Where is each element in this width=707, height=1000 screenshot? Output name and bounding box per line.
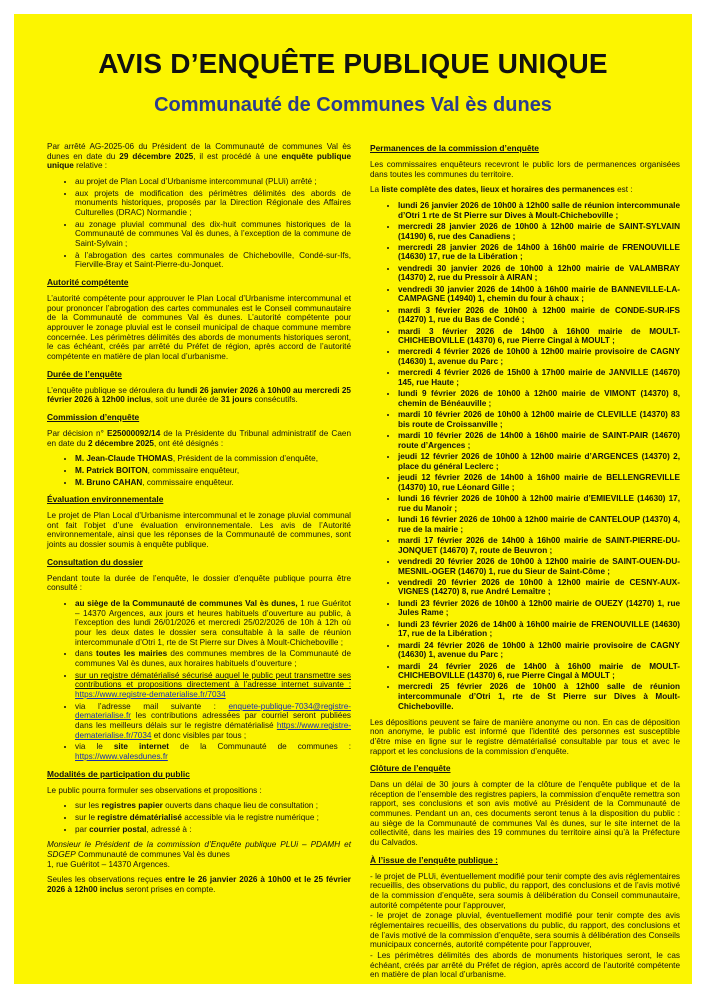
list-item: • à l’abrogation des cartes communales de Chicheboville, Condé-sur-Ifs, Fierville-Bray et Saint-Pierre-du-Jonquet. xyxy=(75,251,351,270)
list-item: • sur un registre dématérialisé sécurisé auquel le public peut transmettre ses contributions et propositions directement à l’adresse internet suivante : https://www.registre-dematerialise.fr/7034 xyxy=(75,671,351,700)
permanence-item: • lundi 16 février 2026 de 10h00 à 12h00 mairie d’EMIEVILLE (14630) 17, rue du Manoir ; xyxy=(398,494,680,513)
list-item: • M. Jean-Claude THOMAS, Président de la commission d’enquête, xyxy=(75,454,351,464)
permanence-item: • mardi 24 février 2026 de 14h00 à 16h00 mairie de MOULT-CHICHEBOVILLE (14370) 6, rue Pierre Cingal à MOULT ; xyxy=(398,662,680,681)
issue-plui: - le projet de PLUi, éventuellement modifié pour tenir compte des avis réglementaires recueillis, des observations du public, du rapport, des conclusions et de l’avis motivé de la commission d’enquête, sera soumis à délibération du Conseil communautaire, autorité compétente pour l’approuver, xyxy=(370,871,680,910)
permanence-item: • mercredi 25 février 2026 de 10h00 à 12h00 salle de réunion intercommunale d’Otri 1, rte de St Pierre sur Dives à Moult-Chicheboville. xyxy=(398,682,680,711)
email-link[interactable]: enquete-publique-7034@registre-dematerialise.fr xyxy=(75,701,351,721)
commissioners-list xyxy=(47,454,351,487)
postal-address: Monsieur le Président de la commission d’Enquête publique PLUi – PDAMH et SDGEP Communauté de communes Val ès dunes 1, rue Guéritot – 14370 Argences. xyxy=(47,840,351,869)
autorite-paragraph: L’autorité compétente pour approuver le Plan Local d’Urbanisme intercommunal et pour prononcer l’abrogation des cartes communales est le Conseil communautaire de la Communauté de communes Val ès dunes. L’autorité compétente pour approuver le zonage pluvial est le conseil municipal de chaque commune membre concernée. Les périmètres délimités des abords de monuments historiques seront, le cas échéant, créés par arrêté du Préfet de région, après accord de l’autorité compétente en matière de plan local d’urbanisme. xyxy=(47,293,351,361)
heading-evaluation: Évaluation environnementale xyxy=(47,494,164,505)
permanence-item: • vendredi 20 février 2026 de 10h00 à 12h00 mairie de CESNY-AUX-VIGNES (14270) 8, rue André Lemaître ; xyxy=(398,578,680,597)
permanences-intro: La liste complète des dates, lieux et horaires des permanences est : xyxy=(370,185,633,195)
permanence-item: • mardi 17 février 2026 de 14h00 à 16h00 mairie de SAINT-PIERRE-DU-JONQUET (14670) 7, route de Beuvron ; xyxy=(398,536,680,555)
list-item: • aux projets de modification des périmètres délimités des abords de monuments historiques, proposés par la Direction Régionale des Affaires Culturelles (DRAC) Normandie ; xyxy=(75,189,351,218)
issue-perimetres: - Les périmètres délimités des abords de monuments historiques seront, le cas échéant, créés par arrêté du Préfet de région, après accord de l’autorité compétente en matière de plan local d’urbanisme. xyxy=(370,951,680,980)
permanence-item: • lundi 23 février 2026 de 14h00 à 16h00 mairie de FRENOUVILLE (14630) 17, rue de la Libération ; xyxy=(398,620,680,639)
permanence-item: • lundi 9 février 2026 de 10h00 à 12h00 mairie de VIMONT (14370) 8, chemin de Bénéauville ; xyxy=(398,389,680,408)
permanences-paragraph: Les commissaires enquêteurs recevront le public lors de permanences organisées dans toutes les communes du territoire. xyxy=(370,159,680,179)
permanence-item: • lundi 26 janvier 2026 de 10h00 à 12h00 salle de réunion intercommunale d’Otri 1 rte de St Pierre sur Dives à Moult-Chicheboville ; xyxy=(398,201,680,220)
list-item: • via le site internet de la Communauté de communes : https://www.valesdunes.fr xyxy=(75,742,351,761)
heading-consultation: Consultation du dossier xyxy=(47,556,143,567)
permanence-item: • lundi 23 février 2026 de 10h00 à 12h00 mairie de OUEZY (14270) 1, rue Jules Rame ; xyxy=(398,599,680,618)
final-paragraph: Seules les observations reçues entre le 26 janvier 2026 à 10h00 et le 25 février 2026 à 12h00 inclus seront prises en compte. xyxy=(47,875,351,895)
list-item: • sur le registre dématérialisé accessible via le registre numérique ; xyxy=(75,813,351,823)
permanence-item: • mercredi 28 janvier 2026 de 10h00 à 12h00 mairie de SAINT-SYLVAIN (14190) 6, rue des Canadiens ; xyxy=(398,222,680,241)
heading-cloture: Clôture de l’enquête xyxy=(370,763,451,774)
consultation-list xyxy=(47,599,351,762)
list-item: • sur les registres papier ouverts dans chaque lieu de consultation ; xyxy=(75,801,351,811)
list-item: • par courrier postal, adressé à : xyxy=(75,825,351,835)
commission-paragraph: Par décision n° E25000092/14 de la Présidente du Tribunal administratif de Caen en date du 2 décembre 2025, ont été désignés : xyxy=(47,428,351,448)
objects-list xyxy=(47,177,351,270)
permanence-item: • mercredi 28 janvier 2026 de 14h00 à 16h00 mairie de FRENOUVILLE (14630) 17, rue de la Libération ; xyxy=(398,243,680,262)
permanence-item: • mardi 24 février 2026 de 10h00 à 12h00 mairie provisoire de CAGNY (14630) 1, avenue du Parc ; xyxy=(398,641,680,660)
modalites-list xyxy=(47,801,351,834)
website-link[interactable]: https://www.valesdunes.fr xyxy=(75,752,168,762)
evaluation-paragraph: Le projet de Plan Local d’Urbanisme intercommunal et le zonage pluvial communal ont fait l’objet d’une évaluation environnementale. Les avis de l’Autorité environnementale, ainsi que les réponses de la Communauté de communes, sont joints au dossier soumis à enquête publique. xyxy=(47,511,351,550)
permanence-item: • mardi 10 février 2026 de 10h00 à 12h00 mairie de CLEVILLE (14370) 83 bis route de Croissanville ; xyxy=(398,410,680,429)
notice-title: AVIS D’ENQUÊTE PUBLIQUE UNIQUE xyxy=(98,48,608,79)
heading-modalites: Modalités de participation du public xyxy=(47,768,190,779)
duree-paragraph: L’enquête publique se déroulera du lundi 26 janvier 2026 à 10h00 au mercredi 25 février 2026 à 12h00 inclus, soit une durée de 31 jours consécutifs. xyxy=(47,385,351,405)
heading-duree: Durée de l’enquête xyxy=(47,368,122,379)
notice-subtitle: Communauté de Communes Val ès dunes xyxy=(154,94,552,116)
notice-poster xyxy=(14,14,692,984)
heading-autorite: Autorité compétente xyxy=(47,277,129,288)
permanence-item: • vendredi 30 janvier 2026 de 14h00 à 16h00 mairie de BANNEVILLE-LA-CAMPAGNE (14940) 1, chemin du four à chaux ; xyxy=(398,285,680,304)
permanence-item: • mercredi 4 février 2026 de 15h00 à 17h00 mairie de JANVILLE (14670) 145, rue Haute ; xyxy=(398,368,680,387)
modalites-paragraph: Le public pourra formuler ses observations et propositions : xyxy=(47,785,262,795)
permanence-item: • mercredi 4 février 2026 de 10h00 à 12h00 mairie provisoire de CAGNY (14630) 1, avenue du Parc ; xyxy=(398,347,680,366)
heading-issue: À l’issue de l’enquête publique : xyxy=(370,854,498,865)
list-item: • M. Bruno CAHAN, commissaire enquêteur. xyxy=(75,478,351,488)
consultation-paragraph: Pendant toute la durée de l’enquête, le dossier d’enquête publique pourra être consulté : xyxy=(47,573,351,593)
permanence-item: • mardi 10 février 2026 de 14h00 à 16h00 mairie de SAINT-PAIR (14670) route d’Argences ; xyxy=(398,431,680,450)
permanence-item: • lundi 16 février 2026 de 10h00 à 12h00 mairie de CANTELOUP (14370) 4, rue de la mairie ; xyxy=(398,515,680,534)
permanence-item: • vendredi 20 février 2026 de 10h00 à 12h00 mairie de SAINT-OUEN-DU-MESNIL-OGER (14670) 1, rue du Sieur de Saint-Côme ; xyxy=(398,557,680,576)
registre-link[interactable]: https://www.registre-dematerialise.fr/7034 xyxy=(75,721,351,740)
issue-zonage: - le projet de zonage pluvial, éventuellement modifié pour tenir compte des avis réglementaires recueillis, des observations du public, du rapport, des conclusions et de l’avis motivé de la commission d’enquête, sera soumis à délibération des Conseils municipaux concernés, autorité compétente pour l’approuver, xyxy=(370,911,680,950)
list-item: • au zonage pluvial communal des dix-huit communes historiques de la Communauté de communes Val ès dunes, à l’exception de la commune de Saint-Sylvain ; xyxy=(75,220,351,249)
permanence-item: • mardi 3 février 2026 de 14h00 à 16h00 mairie de MOULT-CHICHEBOVILLE (14370) 6, rue Pierre Cingal à MOULT ; xyxy=(398,327,680,346)
depositions-paragraph: Les dépositions peuvent se faire de manière anonyme ou non. En cas de déposition non anonyme, le public est informé que l’identité des personnes est susceptible d’être mise en ligne sur le registre dématérialisé consultable par tous et avec le rapport et les conclusions de la commission d’enquête. xyxy=(370,717,680,756)
list-item: • dans toutes les mairies des communes membres de la Communauté de communes Val ès dunes, aux horaires habituels d’ouverture ; xyxy=(75,649,351,668)
list-item: • au siège de la Communauté de communes Val ès dunes, 1 rue Guéritot – 14370 Argences, aux jours et heures habituels d’ouverture au public, à l’exception des lundi 26/01/2026 et mercredi 25/02/2026 de 10h à 12h où pour les deux dates le dossier sera consultable à la salle de réunion intercommunale d’Otri 1, rte de St Pierre sur Dives à Moult-Chicheboville ; xyxy=(75,599,351,647)
permanence-item: • mardi 3 février 2026 de 10h00 à 12h00 mairie de CONDE-SUR-IFS (14270) 1, rue du Bas de Condé ; xyxy=(398,306,680,325)
heading-commission: Commission d’enquête xyxy=(47,411,140,422)
permanence-item: • jeudi 12 février 2026 de 10h00 à 12h00 mairie d’ARGENCES (14370) 2, place du général Leclerc ; xyxy=(398,452,680,471)
right-column xyxy=(370,142,680,984)
permanence-item: • jeudi 12 février 2026 de 14h00 à 16h00 mairie de BELLENGREVILLE (14370) 10, rue Léonard Gille ; xyxy=(398,473,680,492)
list-item: • au projet de Plan Local d’Urbanisme intercommunal (PLUi) arrêté ; xyxy=(75,177,351,187)
left-column xyxy=(47,142,351,901)
permanences-list xyxy=(370,201,680,712)
list-item: • M. Patrick BOITON, commissaire enquêteur, xyxy=(75,466,351,476)
cloture-paragraph: Dans un délai de 30 jours à compter de la clôture de l’enquête publique et de la réception de l’ensemble des registres papiers, la commission d’enquête remettra son rapport, ses conclusions et son avis motivé au Président de la Communauté de communes. Pendant un an, ces documents seront tenus à la disposition du public : au siège de la Communauté de communes Val ès dunes, sur le site internet de la collectivité, dans les mairies des 19 communes du territoire ainsi qu’à la Préfecture du Calvados. xyxy=(370,780,680,848)
registre-link[interactable]: https://www.registre-dematerialise.fr/7034 xyxy=(75,690,226,700)
intro-paragraph: Par arrêté AG-2025-06 du Président de la Communauté de communes Val ès dunes en date du 29 décembre 2025, il est procédé à une enquête publique unique relative : xyxy=(47,142,351,171)
permanence-item: • vendredi 30 janvier 2026 de 10h00 à 12h00 mairie de VALAMBRAY (14370) 2, rue du Pressoir à AIRAN ; xyxy=(398,264,680,283)
heading-permanences: Permanences de la commission d’enquête xyxy=(370,143,539,153)
list-item: • via l’adresse mail suivante : enquete-publique-7034@registre-dematerialise.fr les contributions adressées par courriel seront publiées dans les meilleurs délais sur le registre dématérialisé https://www.registre-dematerialise.fr/7034 et donc visibles par tous ; xyxy=(75,702,351,741)
